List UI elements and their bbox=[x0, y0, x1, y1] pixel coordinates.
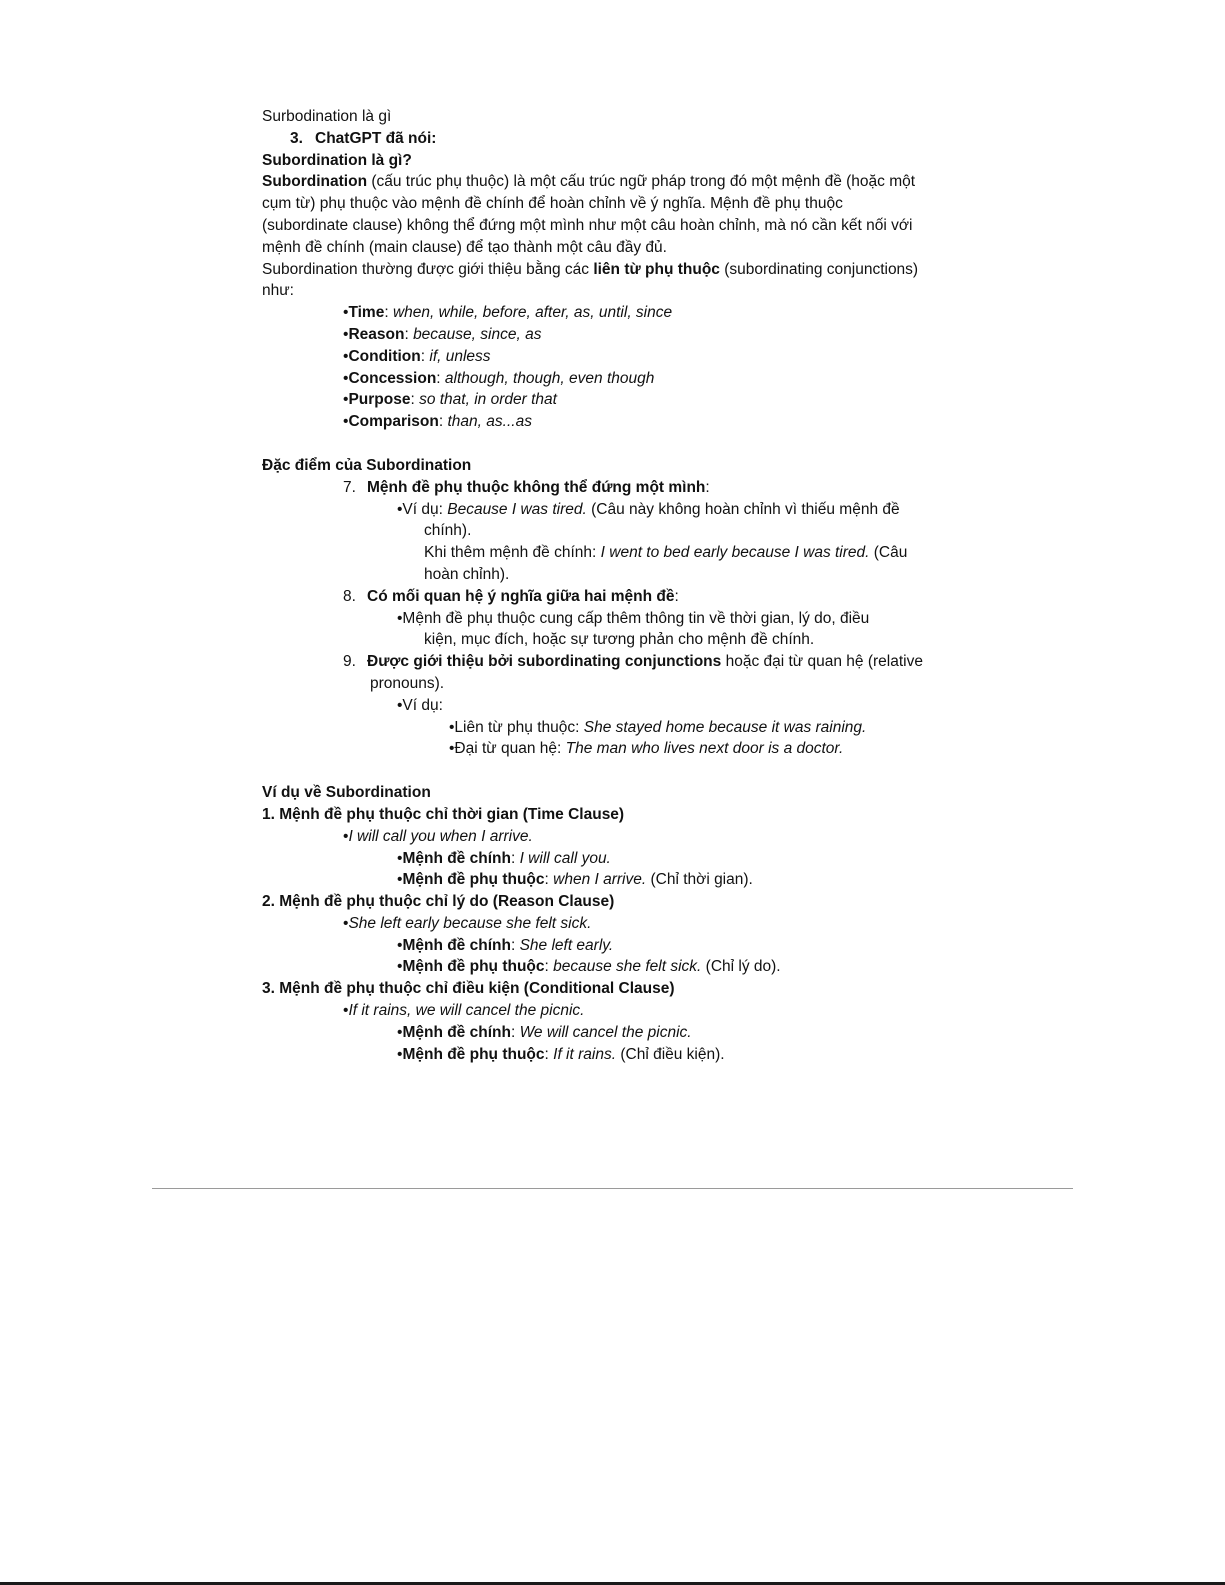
doc-line-question: Surbodination là gì bbox=[262, 108, 392, 125]
example-main-clause: •Mệnh đề chính: We will cancel the picnic. bbox=[397, 1023, 692, 1041]
conjunction-item: •Time: when, while, before, after, as, until, since bbox=[343, 304, 673, 322]
feature-example: •Liên từ phụ thuộc: She stayed home because it was raining. bbox=[449, 718, 867, 736]
feature-item: 9. Được giới thiệu bởi subordinating conjunctions hoặc đại từ quan hệ (relative bbox=[343, 653, 923, 671]
page-divider bbox=[152, 1188, 1073, 1189]
example-heading: 3. Mệnh đề phụ thuộc chỉ điều kiện (Conditional Clause) bbox=[262, 980, 675, 998]
paragraph-line: (subordinate clause) không thể đứng một mình như một câu hoàn chỉnh, mà nó cần kết nối với bbox=[262, 216, 913, 234]
feature-item: pronouns). bbox=[370, 674, 445, 692]
paragraph-line: Subordination (cấu trúc phụ thuộc) là một cấu trúc ngữ pháp trong đó một mệnh đề (hoặc một bbox=[262, 173, 916, 191]
paragraph-line: cụm từ) phụ thuộc vào mệnh đề chính để hoàn chỉnh về ý nghĩa. Mệnh đề phụ thuộc bbox=[262, 195, 843, 213]
paragraph-line: như: bbox=[262, 282, 294, 300]
conjunction-item: •Comparison: than, as...as bbox=[343, 413, 532, 431]
conjunction-item: •Purpose: so that, in order that bbox=[343, 391, 557, 409]
feature-example: Khi thêm mệnh đề chính: I went to bed early because I was tired. (Câu bbox=[424, 544, 908, 562]
list-item-chatgpt: 3. ChatGPT đã nói: bbox=[290, 129, 437, 147]
document-body bbox=[262, 106, 962, 1065]
conjunction-item: •Concession: although, though, even though bbox=[343, 369, 655, 387]
feature-item: 7. Mệnh đề phụ thuộc không thể đứng một mình: bbox=[343, 478, 710, 496]
example-sentence: •I will call you when I arrive. bbox=[343, 827, 533, 845]
feature-detail: kiện, mục đích, hoặc sự tương phản cho mệnh đề chính. bbox=[424, 631, 815, 649]
section-heading: Subordination là gì? bbox=[262, 151, 412, 169]
blank-line bbox=[262, 433, 962, 455]
feature-example: •Đại từ quan hệ: The man who lives next door is a doctor. bbox=[449, 740, 844, 758]
feature-detail: •Mệnh đề phụ thuộc cung cấp thêm thông tin về thời gian, lý do, điều bbox=[397, 609, 870, 627]
example-sentence: •If it rains, we will cancel the picnic. bbox=[343, 1002, 585, 1020]
blank-line bbox=[262, 760, 962, 782]
example-heading: 2. Mệnh đề phụ thuộc chỉ lý do (Reason Clause) bbox=[262, 893, 615, 911]
example-main-clause: •Mệnh đề chính: She left early. bbox=[397, 936, 614, 954]
section-heading: Đặc điểm của Subordination bbox=[262, 456, 472, 474]
example-main-clause: •Mệnh đề chính: I will call you. bbox=[397, 849, 611, 867]
feature-example: chính). bbox=[424, 522, 472, 540]
example-sub-clause: •Mệnh đề phụ thuộc: when I arrive. (Chỉ thời gian). bbox=[397, 871, 753, 889]
conjunction-item: •Condition: if, unless bbox=[343, 347, 491, 365]
feature-example: hoàn chỉnh). bbox=[424, 565, 510, 583]
conjunction-item: •Reason: because, since, as bbox=[343, 325, 542, 343]
feature-item: 8. Có mối quan hệ ý nghĩa giữa hai mệnh đề: bbox=[343, 587, 679, 605]
example-heading: 1. Mệnh đề phụ thuộc chỉ thời gian (Time Clause) bbox=[262, 805, 625, 823]
paragraph-line: mệnh đề chính (main clause) để tạo thành một câu đầy đủ. bbox=[262, 238, 667, 256]
example-sentence: •She left early because she felt sick. bbox=[343, 914, 592, 932]
example-sub-clause: •Mệnh đề phụ thuộc: because she felt sick. (Chỉ lý do). bbox=[397, 958, 781, 976]
feature-example: •Ví dụ: Because I was tired. (Câu này không hoàn chỉnh vì thiếu mệnh đề bbox=[397, 500, 900, 518]
section-heading: Ví dụ về Subordination bbox=[262, 784, 431, 802]
example-sub-clause: •Mệnh đề phụ thuộc: If it rains. (Chỉ điều kiện). bbox=[397, 1045, 725, 1063]
feature-detail: •Ví dụ: bbox=[397, 696, 443, 714]
paragraph-line: Subordination thường được giới thiệu bằng các liên từ phụ thuộc (subordinating conjunctions) bbox=[262, 260, 919, 278]
